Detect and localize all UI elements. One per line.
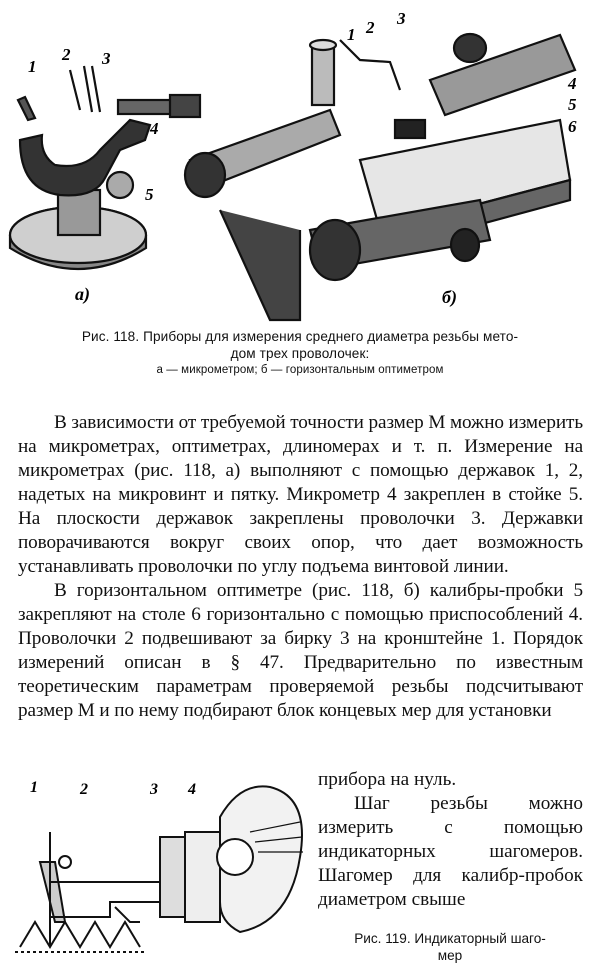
body-text <box>18 411 583 723</box>
fig119-label-1: 1 <box>30 779 38 796</box>
right-column-text <box>318 768 583 912</box>
fig118a-label-4: 4 <box>150 119 159 138</box>
caption118-line2: дом трех проволочек: <box>230 346 370 361</box>
fig118b-label-1: 1 <box>347 25 356 44</box>
caption118-line3: а — микрометром; б — горизонтальным оптиметром <box>156 364 444 376</box>
paragraph-1: В зависимости от требуемой точности размер М можно измерить на микрометрах, оптиметрах, длиномерах и т. п. Измерение на микрометрах (рис. 118, а) выполняют с помощью державок 1, 2, надетых на микровинт и пятку. Микрометр 4 закреплен в стойке 5. На плоскости державок закреплены проволочки 3. Державки поворачиваются вокруг своих опор, что дает возможность устанавливать проволочки по углу подъема винтовой линии. <box>18 412 583 577</box>
fig118a-label-2: 2 <box>62 45 71 64</box>
paragraph-2: В горизонтальном оптиметре (рис. 118, б) калибры-пробки 5 закрепляют на столе 6 горизонтально с помощью приспособлений 4. Проволочки 2 подвешивают за бирку 3 на кронштейне 1. Порядок измерений описан в § 47. Предварительно по известным теоретическим параметрам проверяемой резьбы подсчитывают размер М и по нему подбирают блок концевых мер для установки <box>18 580 583 721</box>
micrometer-drawing <box>10 66 200 269</box>
fig118b-label-4: 4 <box>568 74 577 93</box>
fig118a-panel-label: а) <box>75 284 90 304</box>
figure-119-caption <box>316 930 584 964</box>
fig119-label-3: 3 <box>150 781 158 798</box>
caption118-line1: Рис. 118. Приборы для измерения среднего диаметра резьбы мето- <box>81 329 519 344</box>
fig118a-label-1: 1 <box>28 57 37 76</box>
fig118b-label-2: 2 <box>366 18 375 37</box>
indicator-pitch-gauge-drawing <box>15 786 303 952</box>
caption119-line1: Рис. 119. Индикаторный шаго- <box>354 931 546 946</box>
optimeter-drawing <box>185 34 575 320</box>
paragraph-3: Шаг резьбы можно измерить с помощью индикаторных шагомеров. Шагомер для калибр-пробок диаметром свыше <box>318 793 583 910</box>
fig118b-label-3: 3 <box>397 9 406 28</box>
fig119-label-4: 4 <box>188 781 196 798</box>
paragraph-2-end: прибора на нуль. <box>318 769 457 790</box>
fig118a-label-5: 5 <box>145 185 154 204</box>
fig118a-label-3: 3 <box>102 49 111 68</box>
figure-119 <box>10 772 315 962</box>
fig118b-label-5: 5 <box>568 95 577 114</box>
figure-118-caption <box>20 328 580 379</box>
fig118b-panel-label: б) <box>442 287 457 307</box>
caption119-line2: мер <box>437 948 463 963</box>
fig119-label-2: 2 <box>80 781 88 798</box>
figure-118 <box>0 0 590 325</box>
fig118b-label-6: 6 <box>568 117 577 136</box>
